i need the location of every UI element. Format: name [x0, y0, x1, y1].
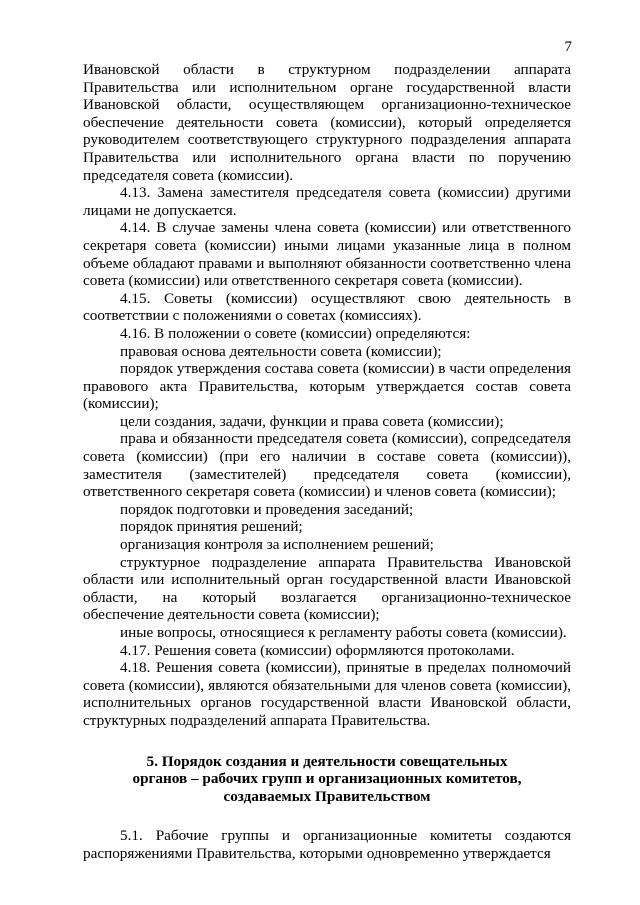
paragraph-4-16: 4.16. В положении о совете (комиссии) определяются: [120, 324, 471, 342]
section-heading [83, 753, 571, 806]
page-number: 7 [564, 39, 572, 55]
section-heading-line: органов – рабочих групп и организационных комитетов, [132, 770, 522, 788]
list-item-composition-approval: порядок утверждения состава совета (комиссии) в части определения правового акта Правительства, которым утверждается состав совета (комиссии); [83, 360, 571, 413]
section-heading-line: создаваемых Правительством [223, 787, 431, 805]
list-item-other: иные вопросы, относящиеся к регламенту работы совета (комиссии). [120, 624, 567, 641]
list-item-support-unit: структурное подразделение аппарата Правительства Ивановской области или исполнительный орган государственной власти Ивановской области, на который возлагается организационно-техническое обеспечение деятельности совета (комиссии); [83, 553, 571, 624]
paragraph-4-13: 4.13. Замена заместителя председателя совета (комиссии) другими лицами не допускается. [83, 184, 571, 219]
paragraph-4-15: 4.15. Советы (комиссии) осуществляют свою деятельность в соответствии с положениями о советах (комиссиях). [83, 289, 571, 325]
paragraph-continuation: Ивановской области в структурном подразделении аппарата Правительства или исполнительном органе государственной власти Ивановской области, осуществляющем организационно-техническое обеспечение деятельности совета (комиссии), который определяется руководителем соответствующего структурного подразделения аппарата Правительства или исполнительного органа власти по поручению председателя совета (комиссии). [83, 61, 571, 184]
list-item-control: организация контроля за исполнением решений; [120, 536, 434, 554]
paragraph-4-14: 4.14. В случае замены члена совета (комиссии) или ответственного секретаря совета (комиссии) иными лицами указанные лица в полном объеме обладают правами и выполняют обязанности соответственно члена совета (комиссии) или ответственного секретаря совета (комиссии). [83, 219, 571, 290]
section-heading-line: 5. Порядок создания и деятельности совещательных [146, 752, 508, 770]
list-item-goals: цели создания, задачи, функции и права совета (комиссии); [120, 412, 504, 430]
paragraph-5-1: 5.1. Рабочие группы и организационные комитеты создаются распоряжениями Правительства, которыми одновременно утверждается [83, 827, 571, 862]
document-body [83, 61, 571, 863]
paragraph-4-17: 4.17. Решения совета (комиссии) оформляются протоколами. [120, 641, 515, 659]
list-item-decisions: порядок принятия решений; [120, 518, 303, 536]
list-item-meetings: порядок подготовки и проведения заседаний; [120, 500, 414, 518]
list-item-rights-duties: права и обязанности председателя совета (комиссии), сопредседателя совета (комиссии) (при его наличии в составе совета (комиссии)), заместителя (заместителей) председателя совета (комиссии), ответственного секретаря совета (комиссии) и членов совета (комиссии); [83, 430, 571, 501]
list-item-legal-basis: правовая основа деятельности совета (комиссии); [120, 342, 442, 360]
paragraph-4-18: 4.18. Решения совета (комиссии), принятые в пределах полномочий совета (комиссии), являются обязательными для членов совета (комиссии), исполнительных органов государственной власти Ивановской области, структурных подразделений аппарата Правительства. [83, 659, 571, 729]
